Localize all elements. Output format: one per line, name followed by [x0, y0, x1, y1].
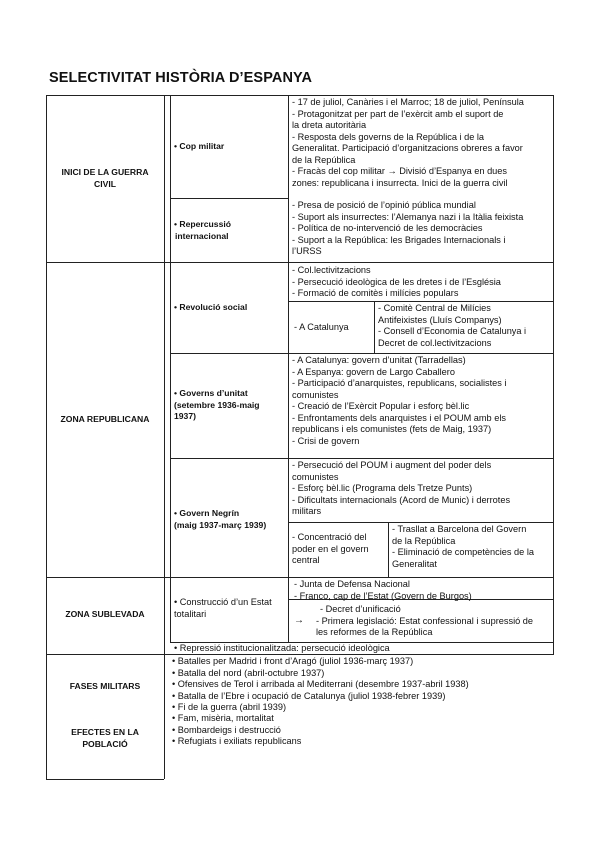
fracas-text: - Fracàs del cop militar — [292, 166, 385, 176]
table-rule — [388, 522, 389, 577]
label-line: POBLACIÓ — [82, 738, 128, 749]
detail-line: - Suport als insurrectes: l’Alemanya nazi i la Itàlia feixista — [292, 211, 524, 222]
table-rule — [46, 95, 47, 779]
revolucio-details — [292, 265, 501, 300]
subtopic-govern-negrin — [174, 508, 266, 531]
detail-line: - A Espanya: govern de Largo Caballero — [292, 366, 455, 377]
table-rule — [170, 95, 171, 642]
detail-line: - Protagonitzat per part de l’exèrcit amb el suport de — [292, 108, 504, 119]
table-rule — [288, 353, 554, 354]
detail-line: de la República — [292, 154, 356, 165]
unificacio-details — [316, 604, 533, 639]
detail-line: - Primera legislació: Estat confessional i supressió de — [316, 615, 534, 626]
table-rule — [288, 95, 289, 642]
detail-line: comunistes — [292, 389, 339, 400]
repercussio-details — [292, 200, 523, 258]
arrow-icon: → — [387, 166, 397, 176]
section-label-inici — [46, 167, 164, 190]
detail-line: la dreta autoritària — [292, 120, 367, 130]
label-line: • Govern Negrín — [174, 508, 240, 518]
section-label-efectes — [46, 727, 164, 750]
estat-details — [294, 579, 472, 602]
section-label-republicana: ZONA REPUBLICANA — [60, 414, 150, 424]
fracas-result: Divisió d’Espanya en dues — [399, 166, 507, 176]
table-rule — [164, 95, 165, 779]
detail-line: les reformes de la República — [316, 627, 433, 637]
section-label-fases: FASES MILITARS — [69, 681, 141, 691]
detail-line: republicans i els comunistes (fets de Maig, 1937) — [292, 424, 492, 434]
list-item: • Batalles per Madrid i front d’Aragó (juliol 1936-març 1937) — [172, 656, 414, 666]
detail-line: - Junta de Defensa Nacional — [294, 579, 410, 589]
detail-line: Generalitat — [392, 558, 437, 569]
catalunya-details — [378, 303, 526, 349]
arrow-icon: → — [294, 615, 304, 626]
label-line: EFECTES EN LA — [71, 727, 139, 737]
list-item: • Batalla de l’Ebre i ocupació de Catalunya (juliol 1938-febrer 1939) — [172, 690, 446, 701]
detail-line: - Crisi de govern — [292, 435, 360, 446]
detail-line: zones: republicana i insurrecta. Inici de la guerra civil — [292, 177, 508, 188]
catalunya-label: - A Catalunya — [294, 322, 349, 332]
detail-line: - Suport a la República: les Brigades Internacionals i — [292, 234, 506, 245]
detail-line: - Col.lectivitzacions — [292, 265, 371, 275]
list-item: • Refugiats i exiliats republicans — [172, 736, 302, 746]
cop-militar-details — [292, 97, 524, 189]
detail-line: - A Catalunya: govern d’unitat (Tarradellas) — [292, 355, 466, 365]
table-rule — [46, 95, 554, 96]
table-rule — [46, 779, 164, 780]
detail-line: - Enfrontaments dels anarquistes i el POUM amb els — [292, 412, 506, 423]
governs-unitat-details — [292, 355, 506, 447]
subtopic-cop-militar: • Cop militar — [174, 141, 225, 151]
detail-line: Decret de col.lectivitzacions — [378, 337, 492, 348]
table-rule — [288, 522, 554, 523]
subtopic-governs-unitat — [174, 388, 260, 423]
detail-line: - Decret d’unificació — [320, 604, 401, 614]
label-line: • Repercussió — [174, 219, 231, 229]
table-rule — [46, 577, 554, 578]
detail-line: - Eliminació de competències de la — [392, 547, 534, 557]
label-line: (setembre 1936-maig — [174, 399, 260, 410]
fases-list — [172, 656, 469, 714]
detail-line: - Esforç bèl.lic (Programa dels Tretze Punts) — [292, 483, 473, 493]
concentracio-label — [292, 532, 369, 567]
label-line: - Concentració del — [292, 532, 367, 542]
list-item: • Fi de la guerra (abril 1939) — [172, 702, 287, 712]
detail-line: - Consell d’Economia de Catalunya i — [378, 326, 527, 336]
detail-line: - Persecució del POUM i augment del poder dels — [292, 460, 492, 470]
detail-line: - Franco, cap de l’Estat (Govern de Burgos) — [294, 590, 472, 601]
detail-line: Generalitat. Participació d’organitzacions obreres a favor — [292, 143, 523, 153]
detail-line: - Presa de posició de l’opinió pública mundial — [292, 200, 476, 210]
detail-line: de la República — [392, 535, 456, 546]
table-rule — [288, 301, 554, 302]
label-line: (maig 1937-març 1939) — [174, 519, 267, 530]
section-label-sublevada: ZONA SUBLEVADA — [65, 609, 145, 619]
detail-line: comunistes — [292, 471, 339, 482]
label-line: • Governs d’unitat — [174, 388, 248, 398]
label-line: poder en el govern — [292, 543, 369, 554]
list-item: • Bombardeigs i destrucció — [172, 724, 281, 735]
subtopic-revolucio: • Revolució social — [174, 302, 248, 312]
table-rule — [288, 458, 554, 459]
concentracio-details — [392, 524, 534, 570]
label-line: totalitari — [174, 608, 207, 619]
detail-line: - 17 de juliol, Canàries i el Marroc; 18 de juliol, Península — [292, 97, 524, 107]
table-rule — [170, 198, 288, 199]
detail-line — [292, 166, 524, 178]
detail-line: Antifeixistes (Lluís Companys) — [378, 314, 502, 325]
detail-line: - Participació d’anarquistes, republicans, socialistes i — [292, 378, 507, 388]
detail-line: militars — [292, 506, 322, 516]
label-line: central — [292, 555, 320, 565]
table-rule — [553, 95, 554, 654]
page-title: SELECTIVITAT HISTÒRIA D’ESPANYA — [49, 70, 313, 86]
detail-line: - Dificultats internacionals (Acord de Munic) i derrotes — [292, 494, 511, 505]
subtopic-repercussio — [174, 219, 231, 242]
detail-line: - Comitè Central de Milícies — [378, 303, 491, 313]
list-item: • Ofensives de Terol i arribada al Mediterrani (desembre 1937-abril 1938) — [172, 679, 469, 689]
label-line: INICI DE LA GUERRA — [61, 167, 149, 177]
table-rule — [170, 353, 288, 354]
list-item: • Fam, misèria, mortalitat — [172, 713, 274, 723]
list-item: • Batalla del nord (abril-octubre 1937) — [172, 667, 325, 678]
detail-line: l’URSS — [292, 246, 322, 256]
repressio-line: • Repressió institucionalitzada: persecució ideològica — [174, 643, 390, 653]
efectes-list — [172, 713, 301, 748]
table-rule — [170, 458, 288, 459]
label-line: • Construcció d’un Estat — [174, 597, 272, 607]
detail-line: - Resposta dels governs de la República i de la — [292, 131, 485, 142]
subtopic-estat-totalitari — [174, 597, 272, 620]
govern-negrin-details — [292, 460, 510, 518]
label-line: internacional — [175, 230, 229, 241]
table-rule — [46, 262, 554, 263]
detail-line: - Formació de comitès i milícies populars — [292, 288, 459, 298]
table-rule — [374, 301, 375, 353]
detail-line: - Persecució ideològica de les dretes i de l’Església — [292, 276, 501, 287]
label-line: 1937) — [174, 411, 196, 421]
label-line: CIVIL — [94, 178, 116, 189]
detail-line: - Creació de l’Exèrcit Popular i esforç bèl.lic — [292, 401, 470, 411]
detail-line: - Política de no-intervenció de les democràcies — [292, 223, 483, 233]
detail-line: - Trasllat a Barcelona del Govern — [392, 524, 527, 534]
